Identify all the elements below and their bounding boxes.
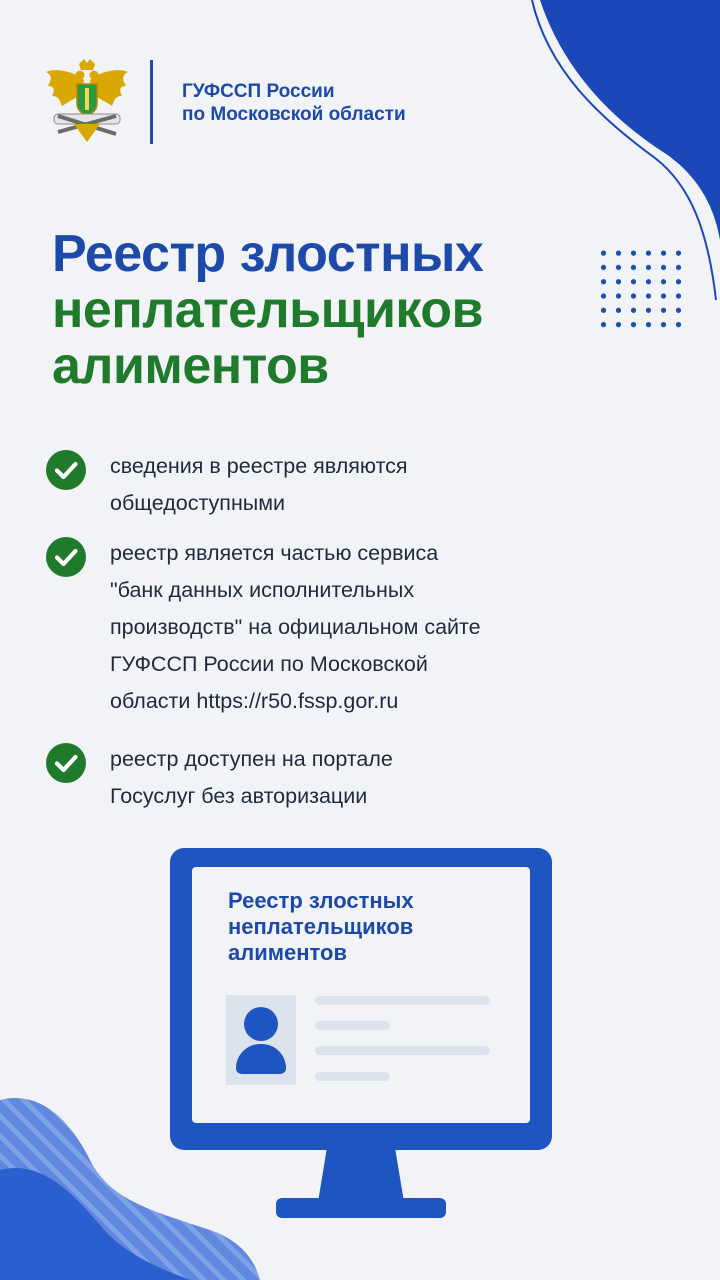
checklist-item — [46, 448, 606, 528]
title-line3: алиментов — [52, 337, 329, 395]
org-name-line2: по Московской области — [182, 104, 406, 125]
monitor-stand-neck — [318, 1150, 404, 1202]
organization-name — [182, 80, 482, 126]
checklist-line: "банк данных исполнительных — [110, 578, 415, 602]
fssp-eagle-emblem-icon — [44, 58, 130, 150]
check-circle-icon — [46, 450, 86, 490]
header-divider — [150, 60, 153, 144]
check-circle-icon — [46, 537, 86, 577]
avatar-head — [244, 1007, 278, 1041]
checklist-line: производств" на официальном сайте — [110, 615, 481, 639]
checklist-line: реестр доступен на портале — [110, 747, 393, 771]
placeholder-text-line — [315, 1021, 390, 1030]
placeholder-text-line — [315, 1072, 390, 1081]
placeholder-text-line — [315, 996, 490, 1005]
checklist-line: реестр является частью сервиса — [110, 541, 439, 565]
page-title — [52, 226, 612, 394]
checklist-item-text — [110, 535, 580, 720]
checklist-item — [46, 741, 606, 821]
placeholder-text-line — [315, 1046, 490, 1055]
title-line1: Реестр злостных — [52, 225, 484, 283]
check-circle-icon — [46, 743, 86, 783]
screen-title-line2: неплательщиков — [228, 914, 414, 939]
org-name-line1: ГУФССП России — [182, 81, 335, 102]
checklist-line: сведения в реестре являются — [110, 454, 408, 478]
checklist-line: общедоступными — [110, 491, 286, 515]
title-line2: неплательщиков — [52, 281, 483, 339]
checklist-item — [46, 535, 606, 725]
checklist-item-text — [110, 448, 580, 522]
screen-title-line3: алиментов — [228, 940, 347, 965]
checklist-line[interactable]: области https://r50.fssp.gor.ru — [110, 689, 399, 713]
monitor-stand-base — [276, 1198, 446, 1218]
checklist-line: ГУФССП России по Московской — [110, 652, 428, 676]
screen-title-line1: Реестр злостных — [228, 888, 414, 913]
checklist-line: Госуслуг без авторизации — [110, 784, 368, 808]
checklist-item-text — [110, 741, 580, 815]
screen-title — [228, 888, 508, 966]
